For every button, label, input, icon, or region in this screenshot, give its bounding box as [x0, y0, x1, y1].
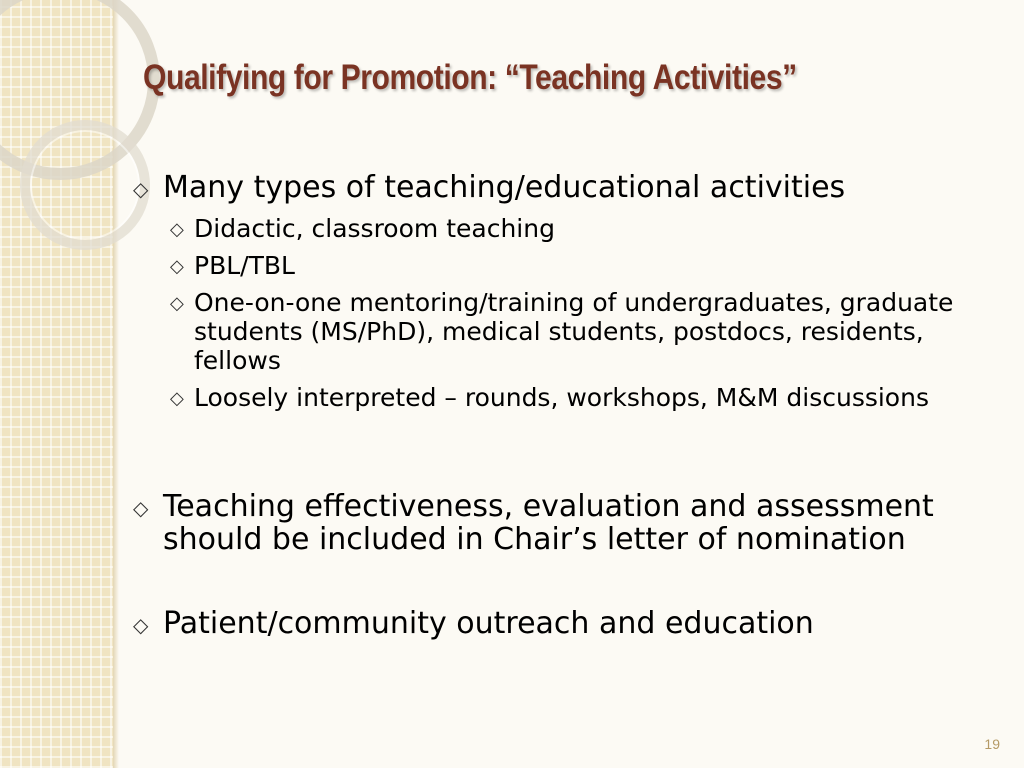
bullet-text: Many types of teaching/educational activities	[163, 170, 846, 205]
bullet-text: Patient/community outreach and education	[163, 606, 814, 641]
diamond-bullet-icon: ◇	[170, 388, 184, 409]
sub-bullet-text: Loosely interpreted – rounds, workshops, M&M discussions	[194, 383, 929, 412]
sub-bullet-text: One-on-one mentoring/training of undergraduates, graduate students (MS/PhD), medical students, postdocs, residents, fellows	[194, 288, 954, 375]
diamond-bullet-icon: ◇	[133, 496, 149, 520]
diamond-bullet-icon: ◇	[133, 177, 149, 201]
bullet-item	[133, 170, 993, 205]
bullet-item	[133, 489, 993, 557]
sub-bullet-text: Didactic, classroom teaching	[194, 214, 555, 243]
slide-title: Qualifying for Promotion: “Teaching Activities”	[143, 58, 797, 97]
bullet-text: Teaching effectiveness, evaluation and assessment should be included in Chair’s letter of nomination	[163, 489, 934, 557]
sub-bullet-item	[170, 214, 994, 243]
diamond-bullet-icon: ◇	[170, 219, 184, 240]
diamond-bullet-icon: ◇	[133, 613, 149, 637]
sub-bullet-item	[170, 383, 994, 412]
sub-bullet-item	[170, 288, 994, 375]
diamond-bullet-icon: ◇	[170, 256, 184, 277]
diamond-bullet-icon: ◇	[170, 293, 184, 314]
bullet-item	[133, 606, 993, 641]
slide-page-number: 19	[984, 736, 1000, 752]
sub-bullet-item	[170, 251, 994, 280]
sub-bullet-text: PBL/TBL	[194, 251, 295, 280]
